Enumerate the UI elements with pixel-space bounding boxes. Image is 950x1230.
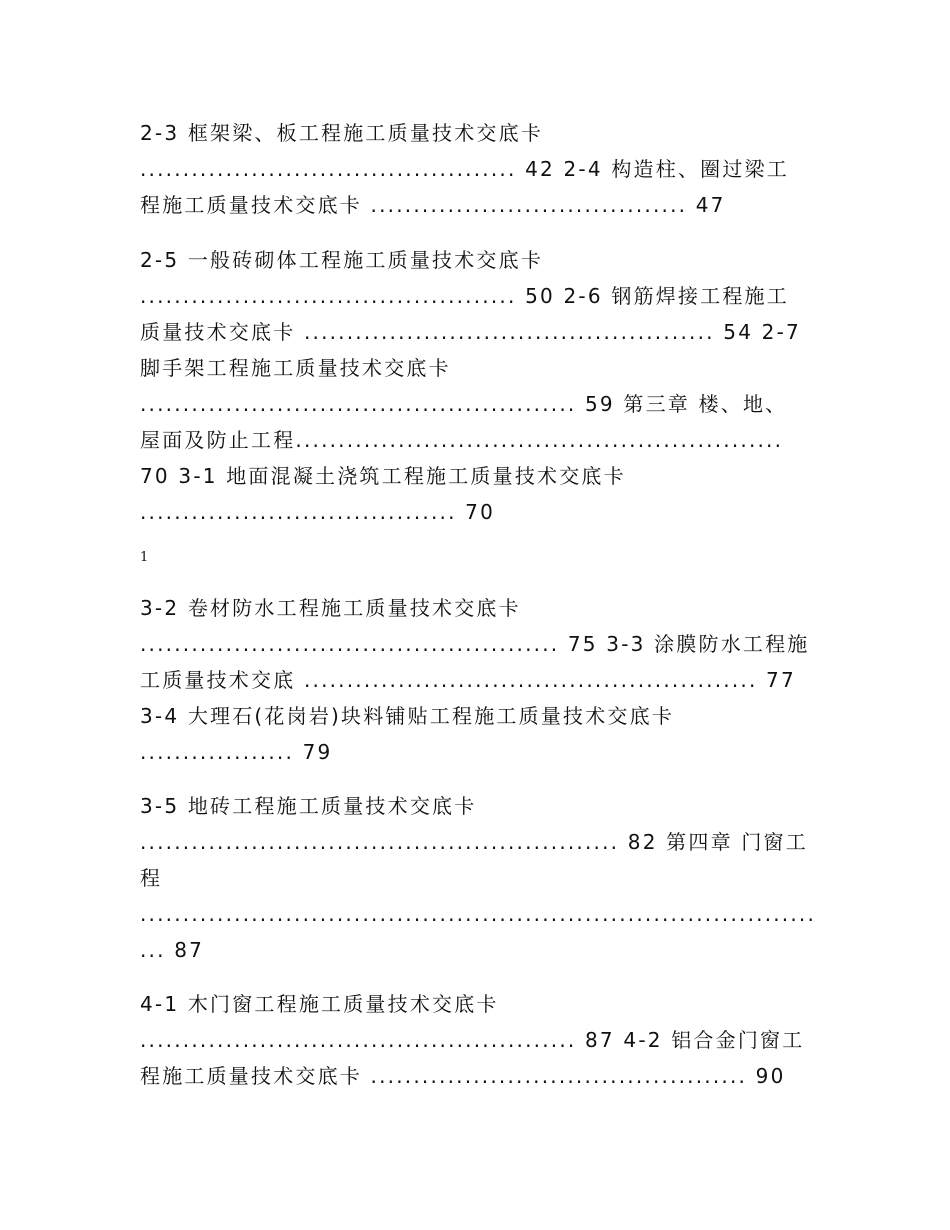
toc-line: 2-3 框架梁、板工程施工质量技术交底卡 — [140, 121, 544, 145]
toc-line: 程施工质量技术交底卡 ..................................... 47 — [140, 193, 726, 217]
toc-line: 3-2 卷材防水工程施工质量技术交底卡 — [140, 596, 521, 620]
toc-line: 4-1 木门窗工程施工质量技术交底卡 — [140, 992, 499, 1016]
toc-line: ............................................ 50 2-6 钢筋焊接工程施工 — [140, 284, 789, 308]
toc-line: 工质量技术交底 ..................................................... 77 — [140, 668, 796, 692]
toc-line: ................................................. 75 3-3 涂膜防水工程施 — [140, 632, 810, 656]
toc-line: ................................................... 87 4-2 铝合金门窗工 — [140, 1028, 805, 1052]
toc-line: ... 87 — [140, 938, 205, 962]
toc-line: ........................................................ 82 第四章 门窗工 — [140, 830, 808, 854]
toc-line: 屋面及防止工程......................................................... — [140, 428, 784, 452]
toc-line: .................. 79 — [140, 740, 333, 764]
toc-line: ............................................................................... — [140, 902, 817, 926]
toc-line: ..................................... 70 — [140, 500, 496, 524]
toc-line: 70 3-1 地面混凝土浇筑工程施工质量技术交底卡 — [140, 464, 626, 488]
page-number: 1 — [140, 550, 149, 565]
toc-line: 程 — [140, 866, 163, 890]
toc-line: 程施工质量技术交底卡 ............................................ 90 — [140, 1064, 786, 1088]
toc-line: 2-5 一般砖砌体工程施工质量技术交底卡 — [140, 248, 544, 272]
toc-line: 脚手架工程施工质量技术交底卡 — [140, 356, 451, 380]
toc-line: 质量技术交底卡 ................................................ 54 2-7 — [140, 320, 801, 344]
toc-line: ................................................... 59 第三章 楼、地、 — [140, 392, 788, 416]
toc-line: 3-4 大理石(花岗岩)块料铺贴工程施工质量技术交底卡 — [140, 704, 675, 728]
toc-line: 3-5 地砖工程施工质量技术交底卡 — [140, 794, 477, 818]
toc-line: ............................................ 42 2-4 构造柱、圈过梁工 — [140, 157, 789, 181]
